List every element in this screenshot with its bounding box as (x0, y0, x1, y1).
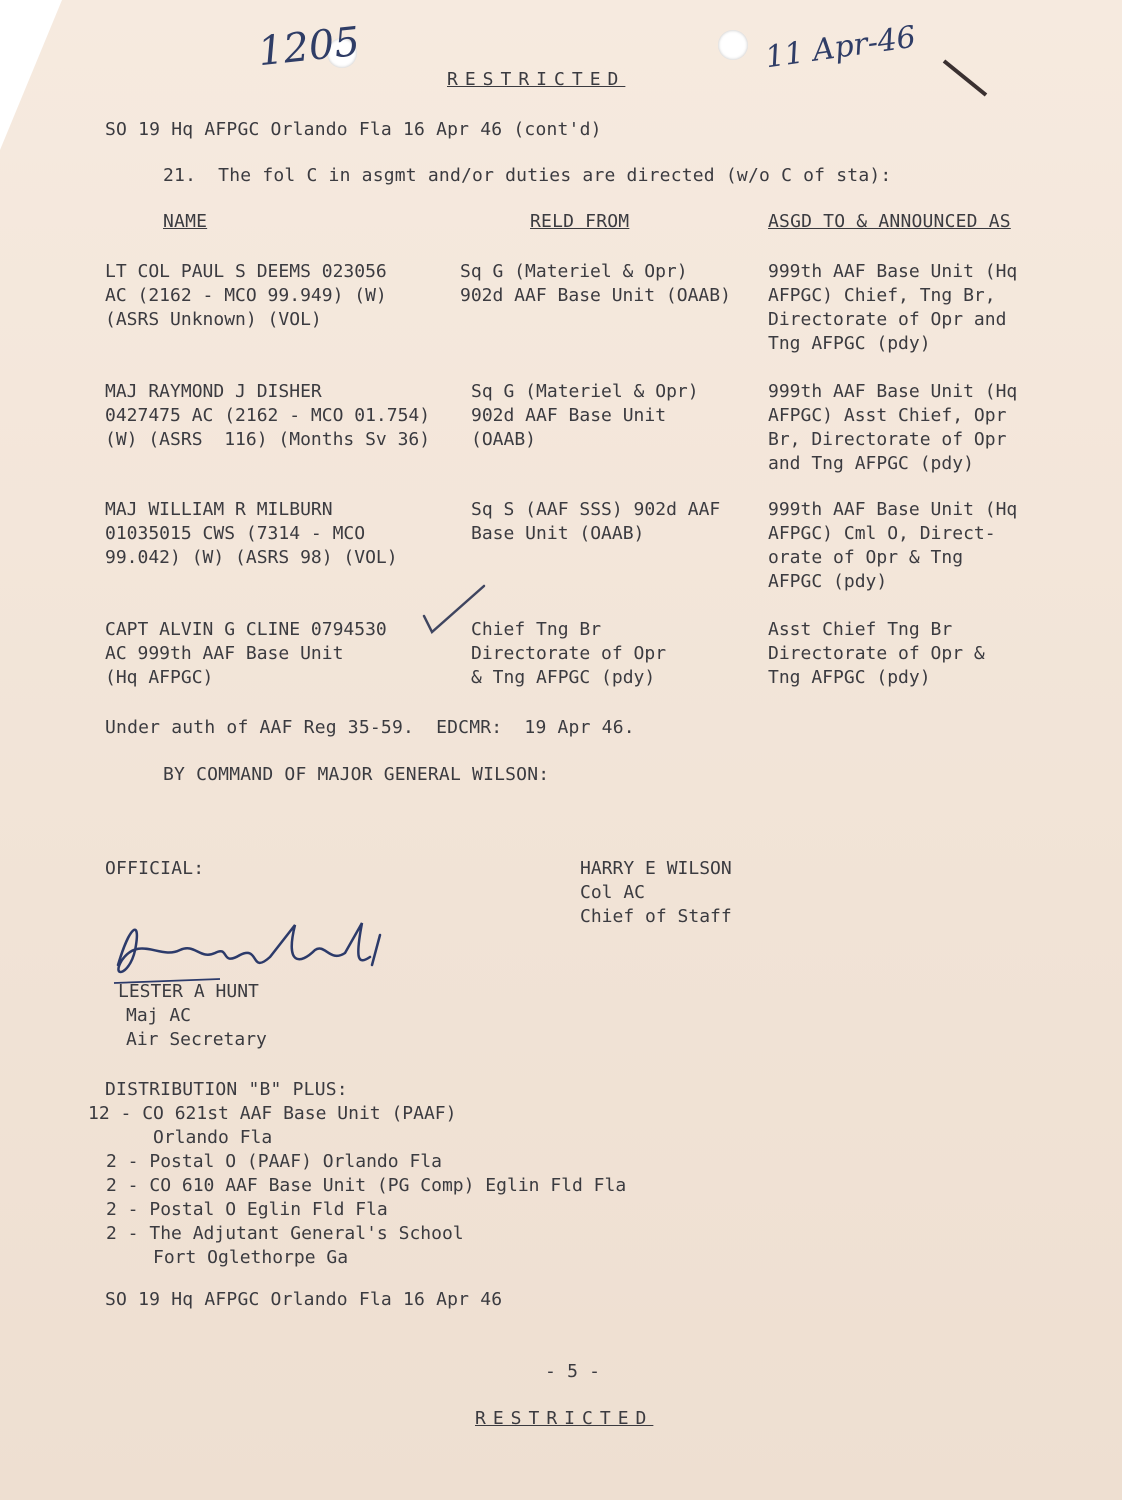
asgd-line: orate of Opr & Tng (768, 547, 964, 568)
distribution-line: Postal O (PAAF) Orlando Fla (149, 1151, 442, 1172)
folded-corner (0, 0, 62, 150)
asgd-line: 999th AAF Base Unit (Hq (768, 381, 1018, 402)
signature-block (118, 980, 267, 1052)
handwritten-number: 1205 (255, 18, 362, 76)
chief-title: Chief of Staff (580, 906, 732, 927)
name-line: MAJ WILLIAM R MILBURN (105, 499, 333, 520)
table-row-2-reld-from (471, 380, 699, 452)
asgd-line: AFPGC) Asst Chief, Opr (768, 405, 1007, 426)
chief-rank: Col AC (580, 882, 646, 903)
table-row-1-name (105, 260, 387, 332)
signer-title: Air Secretary (126, 1029, 267, 1050)
page-number: - 5 - (545, 1361, 601, 1382)
distribution-count: 12 (88, 1103, 110, 1124)
order-reference: SO 19 Hq AFPGC Orlando Fla 16 Apr 46 (cont'd) (105, 119, 602, 140)
asgd-line: Asst Chief Tng Br (768, 619, 953, 640)
signer-name: LESTER A HUNT (118, 981, 259, 1002)
reld-line: Sq G (Materiel & Opr) (471, 381, 699, 402)
table-row-4-reld-from (471, 618, 666, 690)
authority-line: Under auth of AAF Reg 35-59. EDCMR: 19 Apr 46. (105, 717, 635, 738)
asgd-line: Tng AFPGC (pdy) (768, 333, 931, 354)
name-line: CAPT ALVIN G CLINE 0794530 (105, 619, 387, 640)
reld-line: Directorate of Opr (471, 643, 667, 664)
table-row-2-name (105, 380, 430, 452)
list-item: 2 - CO 610 AAF Base Unit (PG Comp) Eglin Fld Fla (106, 1175, 627, 1196)
name-line: AC 999th AAF Base Unit (105, 643, 344, 664)
asgd-line: 999th AAF Base Unit (Hq (768, 261, 1018, 282)
reld-line: (OAAB) (471, 429, 537, 450)
list-item: 2 - Postal O Eglin Fld Fla (106, 1199, 388, 1220)
distribution-count: 2 (106, 1175, 117, 1196)
asgd-line: Br, Directorate of Opr (768, 429, 1007, 450)
reld-line: 902d AAF Base Unit (471, 405, 667, 426)
table-row-3-reld-from (471, 498, 720, 546)
table-row-3-asgd-to (768, 498, 1017, 594)
distribution-heading: DISTRIBUTION "B" PLUS: (105, 1079, 348, 1100)
list-item: 2 - The Adjutant General's School (106, 1223, 464, 1244)
column-header-reld-from: RELD FROM (530, 211, 630, 232)
name-line: 99.042) (W) (ASRS 98) (VOL) (105, 547, 398, 568)
name-line: (Hq AFPGC) (105, 667, 214, 688)
handwritten-date: 11 Apr-46 (763, 19, 918, 76)
classification-header: RESTRICTED (447, 69, 626, 90)
footer-order-reference: SO 19 Hq AFPGC Orlando Fla 16 Apr 46 (105, 1289, 503, 1310)
distribution-count: 2 (106, 1199, 117, 1220)
table-row-1-asgd-to (768, 260, 1017, 356)
by-command-line: BY COMMAND OF MAJOR GENERAL WILSON: (163, 764, 550, 785)
distribution-line: The Adjutant General's School (149, 1223, 464, 1244)
distribution-line: Fort Oglethorpe Ga (153, 1247, 349, 1268)
distribution-line: CO 621st AAF Base Unit (PAAF) (142, 1103, 457, 1124)
chief-of-staff-block (580, 857, 732, 929)
signer-rank: Maj AC (126, 1005, 192, 1026)
reld-line: 902d AAF Base Unit (OAAB) (460, 285, 731, 306)
pen-mark (940, 55, 990, 100)
list-item: 12 - CO 621st AAF Base Unit (PAAF) (88, 1103, 457, 1124)
distribution-list (88, 1102, 626, 1270)
asgd-line: Tng AFPGC (pdy) (768, 667, 931, 688)
table-row-4-asgd-to (768, 618, 985, 690)
name-line: 0427475 AC (2162 - MCO 01.754) (105, 405, 431, 426)
name-line: MAJ RAYMOND J DISHER (105, 381, 322, 402)
classification-footer: RESTRICTED (475, 1408, 654, 1429)
asgd-line: AFPGC (pdy) (768, 571, 888, 592)
reld-line: Sq S (AAF SSS) 902d AAF (471, 499, 721, 520)
name-line: 01035015 CWS (7314 - MCO (105, 523, 366, 544)
paragraph-21: 21. The fol C in asgmt and/or duties are directed (w/o C of sta): (163, 165, 892, 186)
asgd-line: 999th AAF Base Unit (Hq (768, 499, 1018, 520)
list-item: 2 - Postal O (PAAF) Orlando Fla (106, 1151, 442, 1172)
reld-line: Sq G (Materiel & Opr) (460, 261, 688, 282)
reld-line: Chief Tng Br (471, 619, 602, 640)
asgd-line: AFPGC) Chief, Tng Br, (768, 285, 996, 306)
asgd-line: AFPGC) Cml O, Direct- (768, 523, 996, 544)
distribution-line: Postal O Eglin Fld Fla (149, 1199, 388, 1220)
table-row-3-name (105, 498, 398, 570)
reld-line: Base Unit (OAAB) (471, 523, 645, 544)
punch-hole-right (718, 30, 748, 60)
column-header-asgd-to: ASGD TO & ANNOUNCED AS (768, 211, 1011, 232)
distribution-count: 2 (106, 1223, 117, 1244)
table-row-2-asgd-to (768, 380, 1017, 476)
reld-line: & Tng AFPGC (pdy) (471, 667, 656, 688)
asgd-line: Directorate of Opr and (768, 309, 1007, 330)
chief-name: HARRY E WILSON (580, 858, 732, 879)
table-row-4-name (105, 618, 387, 690)
distribution-count: 2 (106, 1151, 117, 1172)
distribution-line: CO 610 AAF Base Unit (PG Comp) Eglin Fld Fla (149, 1175, 627, 1196)
name-line: (ASRS Unknown) (VOL) (105, 309, 322, 330)
name-line: LT COL PAUL S DEEMS 023056 (105, 261, 387, 282)
column-header-name: NAME (163, 211, 208, 232)
name-line: AC (2162 - MCO 99.949) (W) (105, 285, 387, 306)
table-row-1-reld-from (460, 260, 731, 308)
distribution-line: Orlando Fla (153, 1127, 273, 1148)
official-label: OFFICIAL: (105, 858, 205, 879)
asgd-line: Directorate of Opr & (768, 643, 985, 664)
asgd-line: and Tng AFPGC (pdy) (768, 453, 974, 474)
name-line: (W) (ASRS 116) (Months Sv 36) (105, 429, 431, 450)
